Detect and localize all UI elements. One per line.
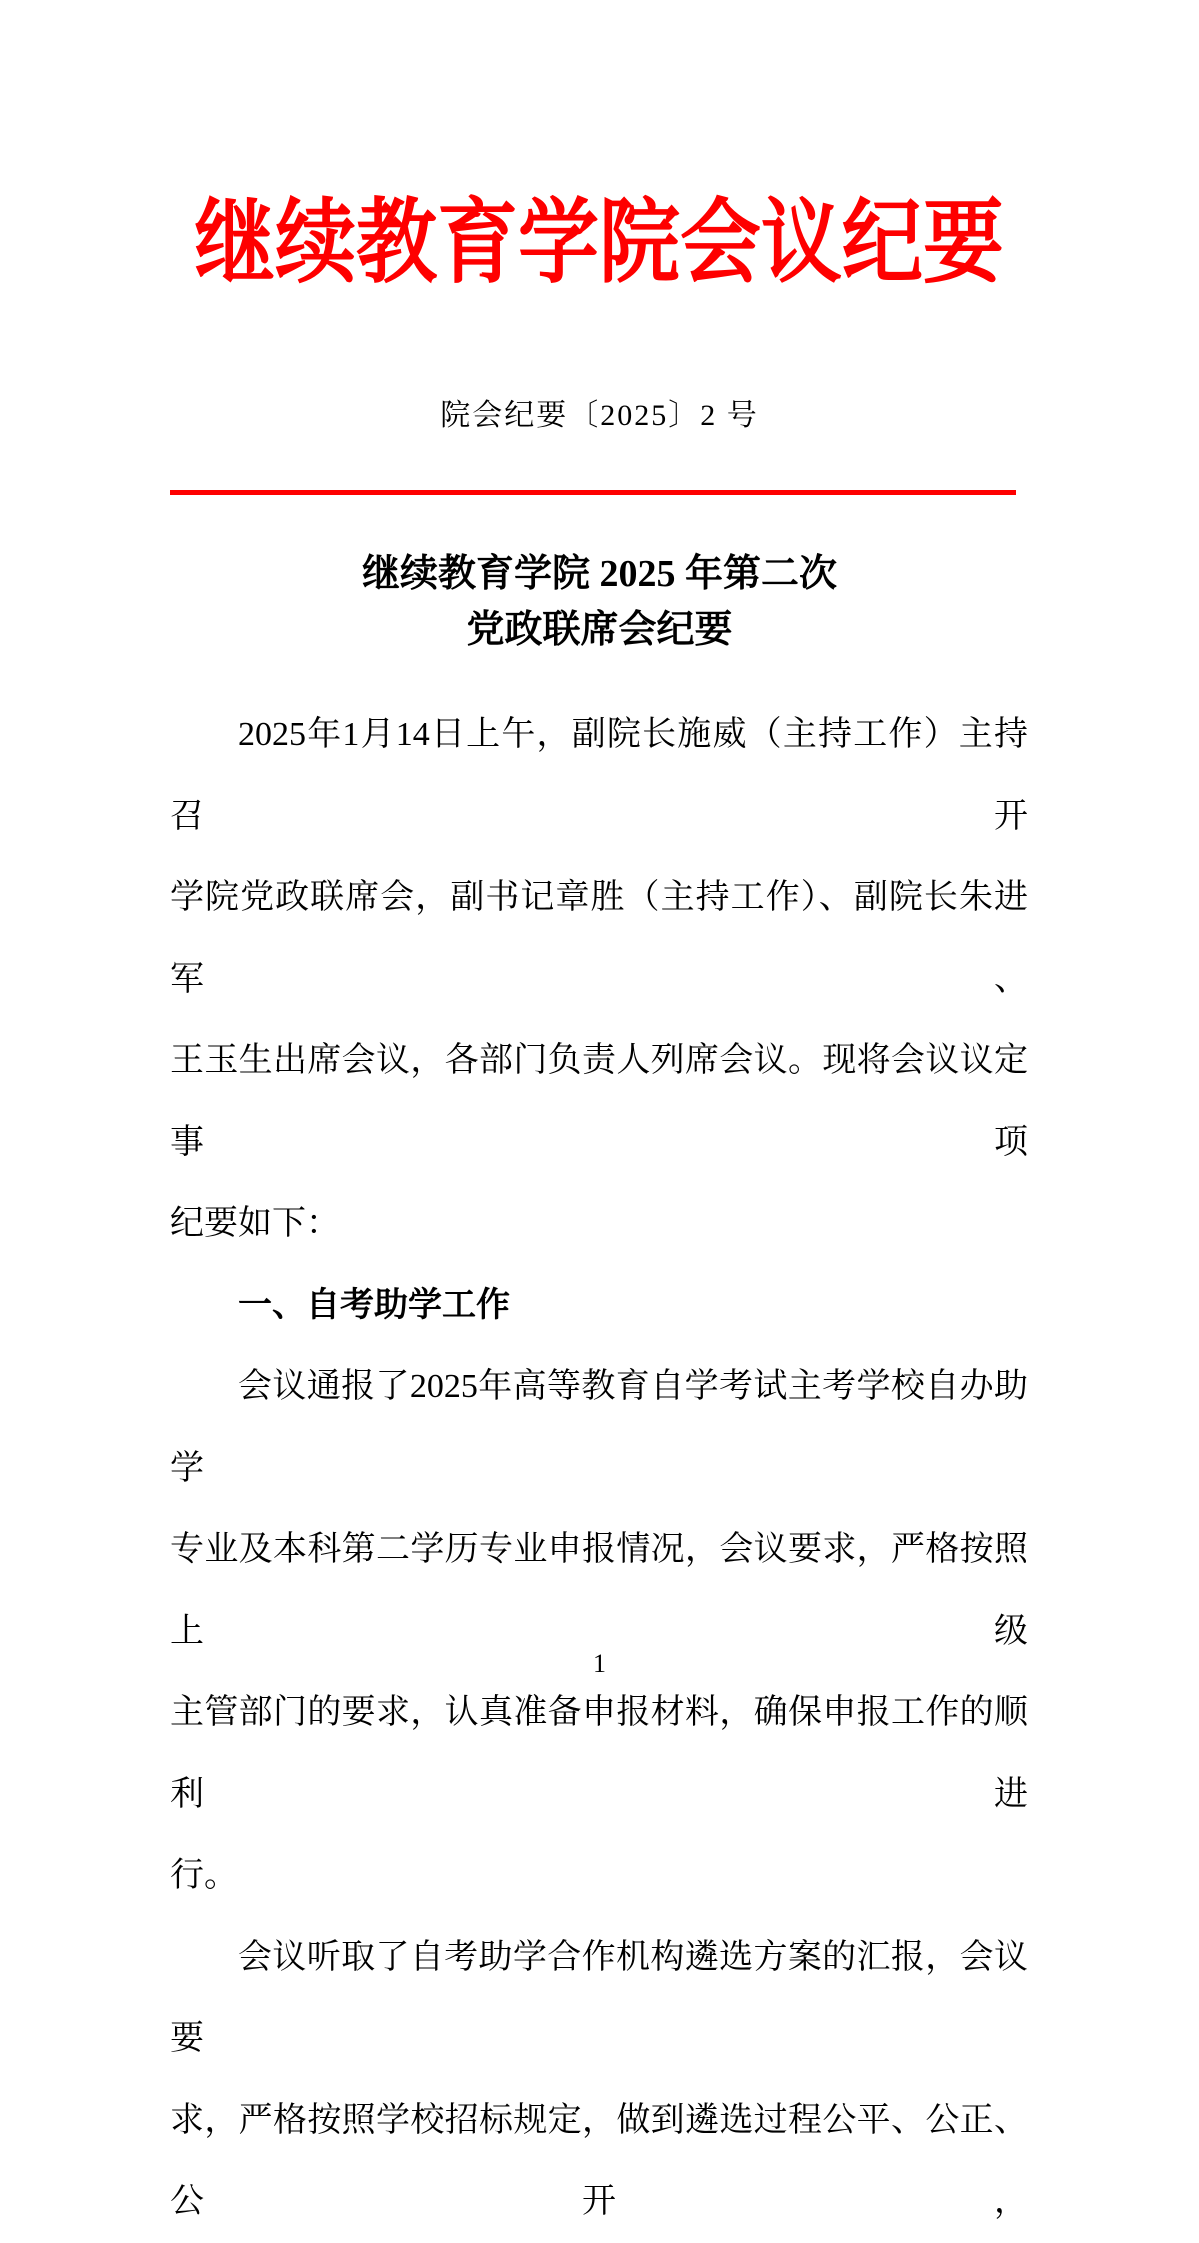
body-line: 行。 [170, 1857, 238, 1894]
meeting-title-line1: 继续教育学院 2025 年第二次 [361, 553, 837, 595]
body-line: 求，严格按照学校招标规定，做到遴选过程公平、公正、公开， [170, 2101, 1028, 2220]
masthead-title: 继续教育学院会议纪要 [194, 192, 1005, 294]
body-line: 学院党政联席会，副书记章胜（主持工作）、副院长朱进军、 [170, 879, 1028, 998]
masthead [0, 0, 1199, 294]
section-heading: 一、自考助学工作 [238, 1285, 510, 1324]
red-divider-rule [170, 490, 1016, 495]
body-line: 2025年1月14日上午，副院长施威（主持工作）主持召开 [170, 716, 1028, 835]
body-line: 王玉生出席会议，各部门负责人列席会议。现将会议议定事项 [170, 1042, 1028, 1161]
body-line: 主管部门的要求，认真准备申报材料，确保申报工作的顺利进 [170, 1694, 1028, 1813]
body-line: 会议听取了自考助学合作机构遴选方案的汇报，会议要 [170, 1938, 1028, 2057]
meeting-title [0, 546, 1199, 658]
body-line: 专业及本科第二学历专业申报情况，会议要求，严格按照上级 [170, 1531, 1028, 1650]
meeting-title-line2: 党政联席会纪要 [466, 609, 733, 651]
page-number: 1 [593, 1649, 606, 1678]
body-line: 纪要如下： [170, 1205, 340, 1242]
body-line: 会议通报了2025年高等教育自学考试主考学校自办助学 [170, 1368, 1028, 1487]
document-body [170, 694, 1028, 2243]
doc-number: 院会纪要〔2025〕2 号 [440, 399, 759, 432]
